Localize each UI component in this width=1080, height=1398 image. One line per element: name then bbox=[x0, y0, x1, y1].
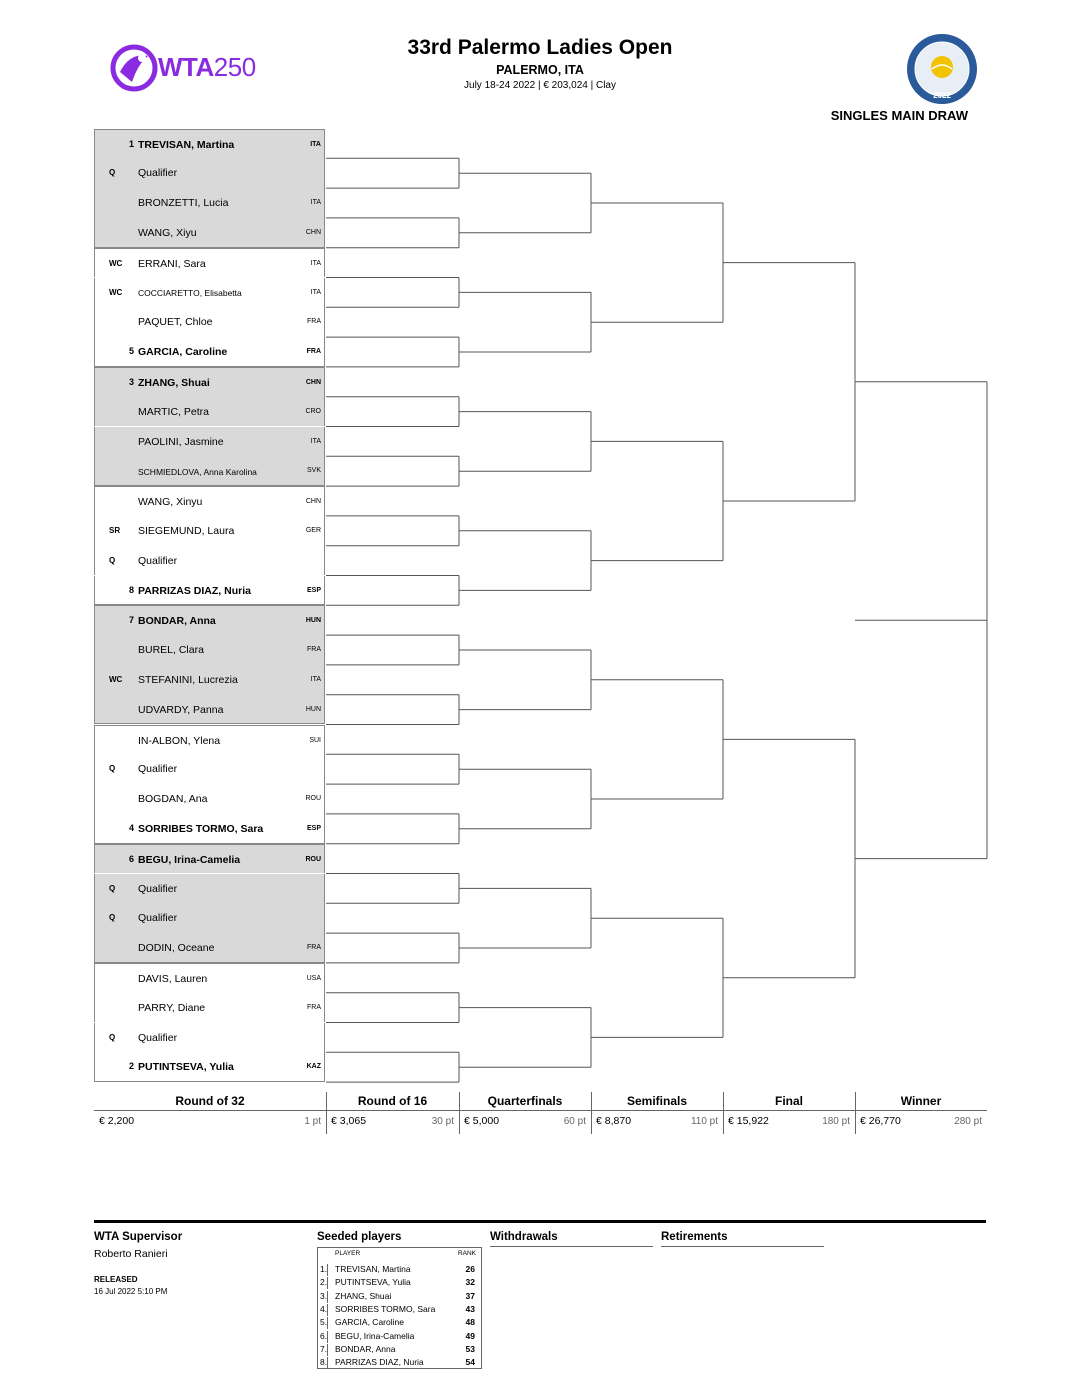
retirements-line bbox=[661, 1246, 824, 1247]
player-name: PARRY, Diane bbox=[138, 1001, 206, 1014]
player-name: Qualifier bbox=[138, 1031, 178, 1044]
seeded-rank: 26 bbox=[465, 1264, 475, 1274]
seeded-rank: 37 bbox=[465, 1290, 475, 1301]
entry-type: Q bbox=[109, 883, 116, 893]
round-points: 60 pt bbox=[563, 1116, 586, 1127]
round-divider bbox=[591, 1110, 723, 1111]
tournament-location: PALERMO, ITA bbox=[496, 63, 584, 77]
seed-number: 1 bbox=[129, 138, 135, 149]
round-separator bbox=[459, 1092, 460, 1134]
round-prize: € 5,000 bbox=[464, 1115, 500, 1127]
round-divider bbox=[326, 1110, 459, 1111]
player-nationality: USA bbox=[306, 974, 321, 982]
round-name: Semifinals bbox=[626, 1094, 688, 1108]
seeded-col-rank: RANK bbox=[457, 1250, 476, 1257]
round-name: Round of 32 bbox=[175, 1094, 245, 1108]
seed-number: 3 bbox=[129, 376, 135, 387]
seeded-row bbox=[318, 1275, 481, 1288]
player-name: STEFANINI, Lucrezia bbox=[138, 673, 238, 686]
seed-number: 6 bbox=[129, 853, 135, 864]
player-name: UDVARDY, Panna bbox=[138, 703, 224, 716]
player-name: PARRIZAS DIAZ, Nuria bbox=[138, 584, 251, 597]
round-name: Quarterfinals bbox=[487, 1094, 563, 1108]
entry-type: Q bbox=[109, 764, 116, 774]
entry-type: Q bbox=[109, 555, 116, 565]
player-nationality: FRA bbox=[307, 646, 321, 654]
released-label: RELEASED bbox=[94, 1275, 138, 1284]
seeded-rank: 49 bbox=[465, 1330, 475, 1341]
player-name: DODIN, Oceane bbox=[138, 942, 215, 955]
round-points: 180 pt bbox=[822, 1116, 850, 1127]
player-nationality: ITA bbox=[310, 199, 321, 207]
seeded-number: 1. bbox=[320, 1264, 328, 1274]
player-nationality: SVK bbox=[306, 467, 321, 475]
player-nationality: CHN bbox=[305, 378, 321, 386]
footer-divider bbox=[94, 1220, 986, 1223]
seeded-number: 3. bbox=[320, 1290, 328, 1301]
seed-number: 2 bbox=[129, 1061, 135, 1072]
entry-type: WC bbox=[109, 258, 123, 268]
player-name: TREVISAN, Martina bbox=[138, 138, 235, 151]
round-prize: € 3,065 bbox=[331, 1115, 367, 1127]
entry-type: WC bbox=[109, 674, 123, 684]
seeded-number: 4. bbox=[320, 1303, 328, 1314]
seeded-row bbox=[318, 1262, 481, 1275]
round-points: 280 pt bbox=[954, 1116, 982, 1127]
seed-number: 7 bbox=[129, 615, 135, 626]
round-prize: € 2,200 bbox=[99, 1115, 135, 1127]
seeded-number: 8. bbox=[320, 1357, 328, 1368]
round-points: 30 pt bbox=[431, 1116, 454, 1127]
wta-logo-text: WTA250 bbox=[158, 52, 256, 82]
player-nationality: GER bbox=[305, 526, 321, 534]
entry-type: WC bbox=[109, 287, 123, 297]
player-nationality: ROU bbox=[305, 855, 321, 863]
seeded-row bbox=[318, 1329, 481, 1342]
seeded-player: BONDAR, Anna bbox=[335, 1343, 396, 1354]
player-name: DAVIS, Lauren bbox=[138, 972, 208, 985]
seeded-col-player: PLAYER bbox=[335, 1250, 361, 1257]
player-nationality: ITA bbox=[310, 437, 321, 445]
player-nationality: ESP bbox=[306, 824, 321, 832]
round-divider bbox=[855, 1110, 987, 1111]
player-nationality: ITA bbox=[310, 675, 321, 683]
released-date: 16 Jul 2022 5:10 PM bbox=[94, 1287, 168, 1296]
withdrawals-title: Withdrawals bbox=[490, 1231, 558, 1243]
player-name: PUTINTSEVA, Yulia bbox=[138, 1061, 234, 1074]
player-name: BRONZETTI, Lucia bbox=[138, 197, 229, 210]
withdrawals-line bbox=[490, 1246, 653, 1247]
seeded-rank: 43 bbox=[465, 1303, 475, 1314]
round-separator bbox=[855, 1092, 856, 1134]
player-name: BEGU, Irina-Camelia bbox=[138, 853, 241, 866]
player-name: WANG, Xiyu bbox=[138, 226, 197, 239]
player-nationality: CHN bbox=[305, 228, 321, 236]
player-name: SIEGEMUND, Laura bbox=[138, 524, 235, 537]
round-separator bbox=[326, 1092, 327, 1134]
player-nationality: HUN bbox=[305, 617, 321, 625]
player-name: Qualifier bbox=[138, 912, 178, 925]
player-name: SCHMIEDLOVA, Anna Karolina bbox=[138, 466, 257, 477]
entry-type: SR bbox=[109, 525, 121, 535]
round-divider bbox=[459, 1110, 591, 1111]
player-name: PAOLINI, Jasmine bbox=[138, 435, 224, 448]
round-divider bbox=[723, 1110, 855, 1111]
seeded-player: ZHANG, Shuai bbox=[335, 1290, 392, 1301]
seeded-row bbox=[318, 1355, 481, 1368]
seeded-row bbox=[318, 1315, 481, 1328]
player-name: Qualifier bbox=[138, 554, 178, 567]
player-nationality: FRA bbox=[307, 318, 321, 326]
player-name: Qualifier bbox=[138, 167, 178, 180]
round-separator bbox=[591, 1092, 592, 1134]
seed-number: 5 bbox=[129, 346, 135, 357]
seeded-player: SORRIBES TORMO, Sara bbox=[335, 1303, 436, 1314]
seeded-number: 7. bbox=[320, 1343, 328, 1354]
supervisor-name: Roberto Ranieri bbox=[94, 1248, 168, 1260]
player-name: PAQUET, Chloe bbox=[138, 316, 213, 329]
player-name: COCCIARETTO, Elisabetta bbox=[138, 288, 242, 298]
supervisor-title: WTA Supervisor bbox=[94, 1231, 183, 1243]
player-nationality: CRO bbox=[305, 407, 321, 415]
round-points: 110 pt bbox=[690, 1116, 718, 1127]
player-nationality: FRA bbox=[307, 944, 321, 952]
player-name: GARCIA, Caroline bbox=[138, 346, 228, 359]
player-name: Qualifier bbox=[138, 882, 178, 895]
player-nationality: FRA bbox=[306, 348, 321, 356]
seeded-player: TREVISAN, Martina bbox=[335, 1264, 411, 1274]
player-name: ZHANG, Shuai bbox=[138, 376, 210, 389]
tournament-details: July 18-24 2022 | € 203,024 | Clay bbox=[464, 80, 616, 91]
player-name: BUREL, Clara bbox=[138, 644, 204, 657]
player-name: BONDAR, Anna bbox=[138, 615, 216, 628]
seed-number: 4 bbox=[129, 822, 135, 833]
seeded-rank: 53 bbox=[465, 1343, 475, 1354]
round-name: Round of 16 bbox=[357, 1094, 428, 1108]
player-name: WANG, Xinyu bbox=[138, 496, 203, 509]
retirements-title: Retirements bbox=[661, 1231, 728, 1243]
badge-year: 2022 bbox=[933, 91, 951, 100]
seeded-number: 6. bbox=[320, 1330, 328, 1341]
round-points: 1 pt bbox=[304, 1116, 321, 1127]
player-nationality: ITA bbox=[310, 259, 321, 267]
player-nationality: ITA bbox=[310, 140, 321, 148]
seeded-table bbox=[317, 1247, 482, 1369]
player-nationality: ITA bbox=[310, 288, 321, 296]
entry-type: Q bbox=[109, 168, 116, 178]
player-name: BOGDAN, Ana bbox=[138, 793, 208, 806]
seeded-player: PUTINTSEVA, Yulia bbox=[335, 1277, 411, 1288]
player-name: Qualifier bbox=[138, 763, 178, 776]
player-name: MARTIC, Petra bbox=[138, 405, 209, 418]
player-name: ERRANI, Sara bbox=[138, 257, 206, 270]
round-prize: € 15,922 bbox=[728, 1115, 769, 1127]
player-nationality: FRA bbox=[307, 1003, 321, 1011]
seed-number: 8 bbox=[129, 584, 135, 595]
player-nationality: ESP bbox=[306, 586, 321, 594]
round-prize: € 26,770 bbox=[860, 1115, 901, 1127]
seeded-number: 5. bbox=[320, 1317, 328, 1328]
player-nationality: SUI bbox=[309, 736, 321, 744]
player-nationality: ROU bbox=[305, 795, 321, 803]
seeded-row bbox=[318, 1289, 481, 1302]
seeded-row bbox=[318, 1302, 481, 1315]
round-name: Winner bbox=[900, 1094, 942, 1108]
seeded-player: PARRIZAS DIAZ, Nuria bbox=[335, 1357, 424, 1368]
seeded-rank: 54 bbox=[465, 1357, 475, 1368]
seeded-player: GARCIA, Caroline bbox=[335, 1317, 404, 1328]
seeded-player: BEGU, Irina-Camelia bbox=[335, 1330, 415, 1341]
entry-type: Q bbox=[109, 913, 116, 923]
seeded-number: 2. bbox=[320, 1277, 328, 1288]
seeded-title: Seeded players bbox=[317, 1231, 402, 1243]
player-name: IN-ALBON, Ylena bbox=[138, 734, 221, 747]
seeded-rank: 32 bbox=[465, 1277, 475, 1288]
tournament-title: 33rd Palermo Ladies Open bbox=[407, 36, 673, 59]
round-name: Final bbox=[774, 1094, 803, 1108]
player-name: SORRIBES TORMO, Sara bbox=[138, 822, 264, 835]
entry-type: Q bbox=[109, 1032, 116, 1042]
player-nationality: HUN bbox=[305, 705, 321, 713]
seeded-rank: 48 bbox=[465, 1317, 475, 1328]
round-divider bbox=[94, 1110, 326, 1111]
round-separator bbox=[723, 1092, 724, 1134]
player-nationality: KAZ bbox=[306, 1063, 321, 1071]
player-nationality: CHN bbox=[305, 498, 321, 506]
round-prize: € 8,870 bbox=[596, 1115, 632, 1127]
seeded-row bbox=[318, 1342, 481, 1355]
draw-type-label: SINGLES MAIN DRAW bbox=[830, 108, 968, 123]
